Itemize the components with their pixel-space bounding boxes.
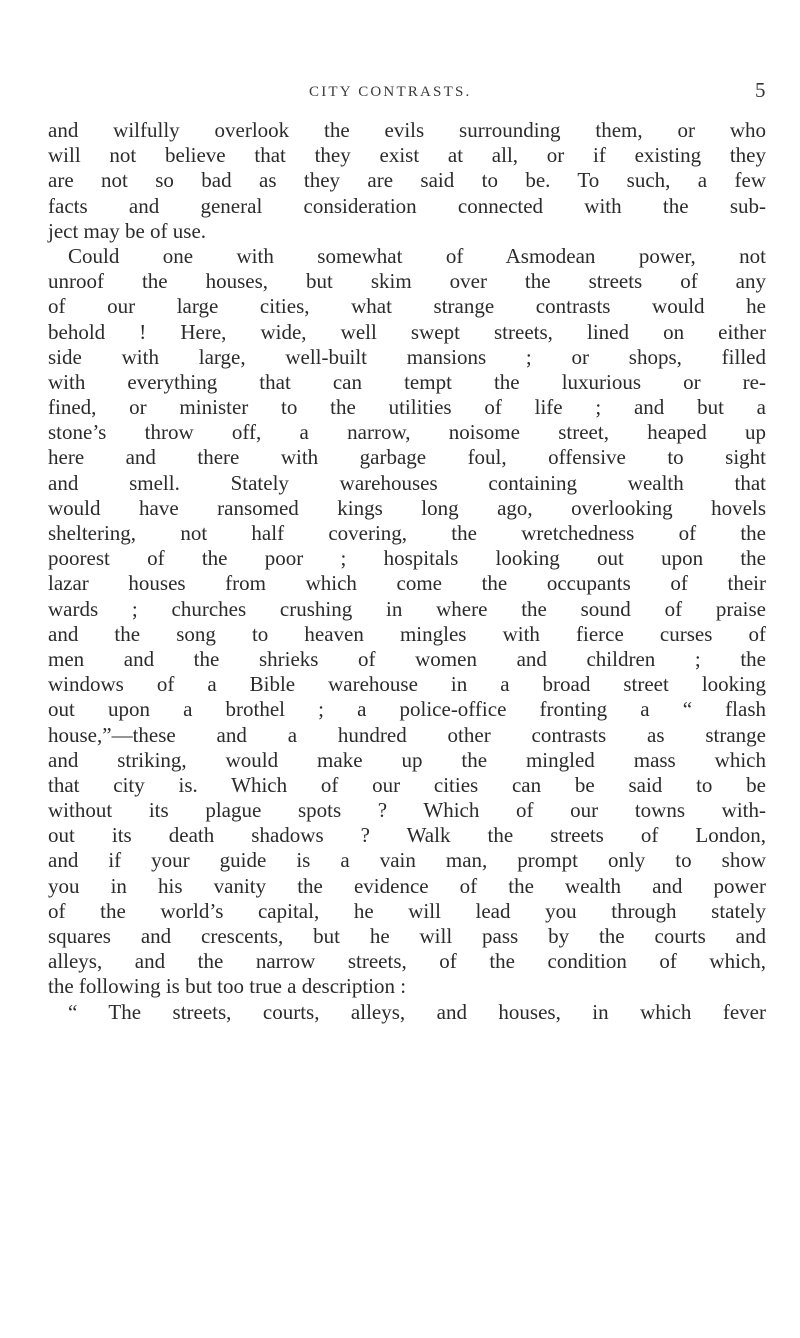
text-line: “ The streets, courts, alleys, and houses, in which fever xyxy=(68,999,766,1024)
text-line: and smell. Stately warehouses containing wealth that xyxy=(48,470,766,495)
text-line: wards ; churches crushing in where the sound of praise xyxy=(48,596,766,621)
page-number: 5 xyxy=(755,78,766,102)
text-line: sheltering, not half covering, the wretchedness of the xyxy=(48,521,766,545)
text-line: out upon a brothel ; a police-office fronting a “ flash xyxy=(48,697,766,722)
text-line: windows of a Bible warehouse in a broad street looking xyxy=(48,672,766,697)
running-header xyxy=(0,78,800,108)
text-line: are not so bad as they are said to be. To such, a few xyxy=(48,168,766,193)
body-text xyxy=(48,118,766,1025)
text-line: will not believe that they exist at all, or if existing they xyxy=(48,143,766,168)
text-line: lazar houses from which come the occupants of their xyxy=(48,571,766,596)
text-line: men and the shrieks of women and children ; the xyxy=(48,646,766,671)
text-line: without its plague spots ? Which of our towns with- xyxy=(48,798,766,823)
text-line: behold ! Here, wide, well swept streets, lined on either xyxy=(48,319,766,344)
text-line: house,”—these and a hundred other contrasts as strange xyxy=(48,722,766,747)
text-line: and the song to heaven mingles with fierce curses of xyxy=(48,621,766,646)
running-title: CITY CONTRASTS. xyxy=(309,84,472,100)
text-line: stone’s throw off, a narrow, noisome street, heaped up xyxy=(48,420,766,445)
text-line: the following is but too true a description : xyxy=(48,974,407,999)
text-line: here and there with garbage foul, offensive to sight xyxy=(48,445,766,470)
text-line: and if your guide is a vain man, prompt only to show xyxy=(48,848,766,873)
text-line: and striking, would make up the mingled mass which xyxy=(48,747,766,772)
text-line: out its death shadows ? Walk the streets of London, xyxy=(48,823,766,848)
text-line: that city is. Which of our cities can be said to be xyxy=(48,772,766,797)
text-line: unroof the houses, but skim over the streets of any xyxy=(48,269,766,294)
text-line: facts and general consideration connected with the sub- xyxy=(48,193,766,218)
text-line: alleys, and the narrow streets, of the condition of which, xyxy=(48,949,766,974)
text-line: side with large, well-built mansions ; or shops, filled xyxy=(48,344,766,369)
text-line: squares and crescents, but he will pass by the courts and xyxy=(48,924,766,948)
text-line: Could one with somewhat of Asmodean power, not xyxy=(68,243,766,268)
text-line: of our large cities, what strange contrasts would he xyxy=(48,294,766,319)
text-line: with everything that can tempt the luxurious or re- xyxy=(48,369,766,394)
text-line: of the world’s capital, he will lead you through stately xyxy=(48,898,766,923)
text-line: would have ransomed kings long ago, overlooking hovels xyxy=(48,495,766,520)
text-line: poorest of the poor ; hospitals looking out upon the xyxy=(48,546,766,571)
text-line: and wilfully overlook the evils surrounding them, or who xyxy=(48,118,766,142)
text-line: fined, or minister to the utilities of life ; and but a xyxy=(48,395,766,420)
text-line: ject may be of use. xyxy=(48,218,207,243)
text-line: you in his vanity the evidence of the wealth and power xyxy=(48,873,766,898)
